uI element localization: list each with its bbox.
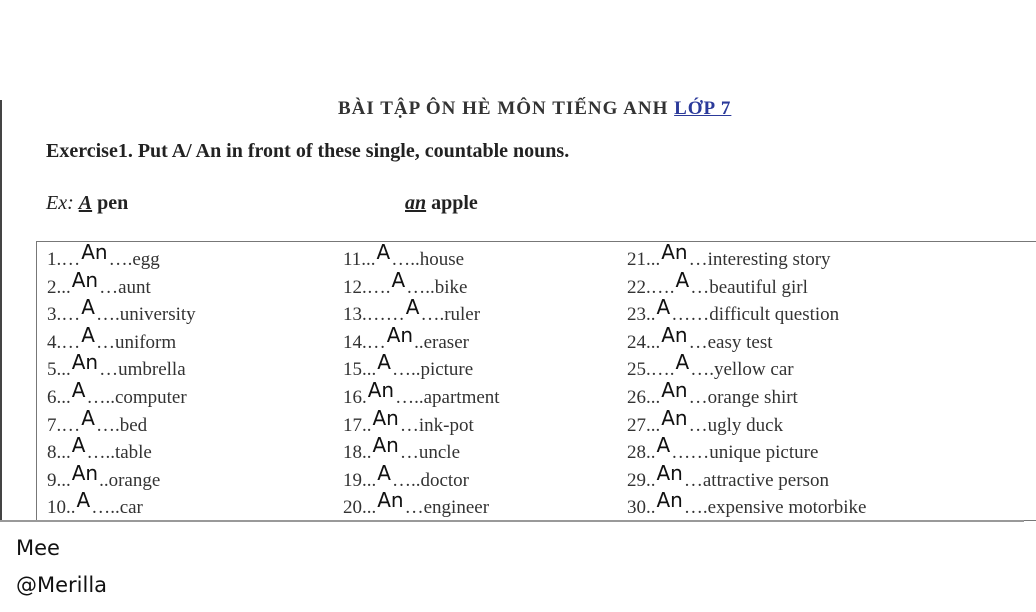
item-number: 30. <box>627 497 651 519</box>
item-answer: A <box>675 350 690 375</box>
item-noun: easy test <box>707 331 773 353</box>
item-noun: aunt <box>118 276 151 298</box>
item-number: 6. <box>47 387 62 408</box>
example-second <box>405 192 478 215</box>
item-answer: A <box>81 405 95 430</box>
exercise-item <box>627 240 831 274</box>
item-answer: An <box>71 350 99 375</box>
item-number: 13. <box>343 304 367 326</box>
item-dots-after: … <box>688 414 708 436</box>
exercise-item <box>627 405 784 440</box>
item-noun: ruler <box>444 304 481 326</box>
item-dots-before: .. <box>61 442 71 464</box>
exercise-item <box>47 322 177 357</box>
example-article-a: A <box>78 192 93 214</box>
exercise-item <box>343 322 469 357</box>
exercise-item <box>343 378 500 412</box>
title-grade: LỚP 7 <box>674 98 732 119</box>
item-number: 14. <box>343 331 367 353</box>
item-answer: A <box>376 240 391 264</box>
item-dots-after: … <box>688 331 708 353</box>
item-number: 8. <box>47 442 62 464</box>
item-dots-before: .. <box>650 331 661 353</box>
item-dots-after: .. <box>414 331 424 353</box>
item-dots-before: …. <box>650 276 675 298</box>
item-noun: difficult question <box>709 304 840 326</box>
item-dots-before: …. <box>650 359 675 381</box>
item-dots-before: . <box>650 304 656 326</box>
item-answer: A <box>76 488 91 513</box>
item-noun: apartment <box>423 387 500 408</box>
item-answer: A <box>656 295 671 320</box>
item-answer: An <box>71 460 99 485</box>
item-dots-before: . <box>366 414 372 436</box>
item-noun: orange shirt <box>707 387 798 408</box>
item-dots-before: .. <box>366 249 376 270</box>
item-answer: An <box>661 378 688 402</box>
item-dots-after: ….. <box>391 469 421 491</box>
item-dots-after: …. <box>95 414 120 436</box>
item-dots-after: … <box>95 331 115 353</box>
item-number: 17. <box>343 414 367 436</box>
item-number: 11. <box>343 249 367 270</box>
item-noun: engineer <box>423 497 490 519</box>
item-noun: uncle <box>418 442 461 464</box>
item-number: 15. <box>343 359 367 381</box>
item-dots-after: ….. <box>86 442 115 464</box>
item-answer: An <box>386 322 414 347</box>
item-dots-after: ….. <box>391 359 421 381</box>
worksheet <box>0 100 1024 522</box>
exercise-item <box>47 488 143 522</box>
item-number: 10. <box>47 497 71 519</box>
item-number: 16. <box>343 387 367 408</box>
item-dots-before: .. <box>61 359 71 381</box>
item-noun: picture <box>420 359 474 381</box>
item-dots-before: .. <box>650 249 661 270</box>
item-answer: An <box>372 433 399 458</box>
exercise-item <box>627 295 840 329</box>
item-dots-before: .. <box>650 387 661 408</box>
item-answer: A <box>675 267 690 292</box>
item-dots-after: …… <box>671 304 710 326</box>
item-answer: A <box>71 433 86 458</box>
exercise-item <box>627 267 808 302</box>
item-noun: computer <box>114 387 187 408</box>
example-first <box>46 192 128 215</box>
item-noun: house <box>419 249 465 270</box>
item-dots-after: …. <box>420 304 445 326</box>
item-dots-before: . <box>366 442 372 464</box>
item-dots-after: … <box>404 497 424 519</box>
item-dots-after: ….. <box>395 387 424 408</box>
item-noun: doctor <box>420 469 469 491</box>
exercise-item <box>47 460 161 495</box>
worksheet-title <box>338 94 732 119</box>
exercise-item <box>343 405 474 440</box>
item-number: 26. <box>627 387 651 408</box>
exercise-item <box>627 350 794 384</box>
item-dots-after: .. <box>99 469 109 491</box>
item-dots-after: ….. <box>86 387 115 408</box>
item-dots-after: … <box>399 414 419 436</box>
item-number: 5. <box>47 359 62 381</box>
example-noun-apple: apple <box>431 192 478 214</box>
exercise-item <box>343 488 490 522</box>
item-dots-before: .. <box>366 359 377 381</box>
item-dots-after: ….. <box>406 276 435 298</box>
item-number: 7. <box>47 414 62 436</box>
item-dots-before: .. <box>650 414 661 436</box>
item-dots-after: …. <box>95 304 120 326</box>
item-number: 27. <box>627 414 651 436</box>
exercise-item <box>343 460 469 495</box>
item-dots-before: .. <box>366 497 377 519</box>
item-dots-before: … <box>61 304 81 326</box>
item-noun: expensive motorbike <box>707 497 867 519</box>
item-answer: An <box>81 240 108 264</box>
exercise-instruction: Exercise1. Put A/ An in front of these single, countable nouns. <box>46 140 570 162</box>
caption-handle: @Merilla <box>16 573 108 597</box>
exercise-item <box>627 322 773 357</box>
item-dots-before: . <box>650 497 656 519</box>
item-dots-before: .. <box>366 469 377 491</box>
item-dots-after: …… <box>671 442 710 464</box>
item-dots-before: . <box>650 442 656 464</box>
item-answer: An <box>661 322 688 347</box>
item-dots-after: …. <box>690 359 714 381</box>
example-noun-pen: pen <box>97 192 129 214</box>
item-answer: A <box>391 267 406 292</box>
item-dots-before: … <box>61 414 81 436</box>
item-noun: unique picture <box>709 442 819 464</box>
item-noun: umbrella <box>118 359 186 381</box>
item-dots-after: … <box>688 387 708 408</box>
item-answer: A <box>656 433 671 458</box>
exercise-item <box>47 405 148 440</box>
example-label: Ex: <box>46 192 74 214</box>
exercise-item <box>47 433 152 467</box>
item-answer: An <box>656 460 683 485</box>
item-dots-before: . <box>650 469 656 491</box>
item-noun: eraser <box>423 331 469 353</box>
left-border <box>0 100 2 522</box>
item-dots-after: …. <box>108 249 133 270</box>
item-noun: egg <box>132 249 160 270</box>
item-noun: bike <box>434 276 468 298</box>
exercise-item <box>343 350 474 384</box>
item-dots-before: … <box>61 249 81 270</box>
item-number: 1. <box>47 249 62 270</box>
item-number: 12. <box>343 276 367 298</box>
item-answer: An <box>372 405 399 430</box>
item-dots-after: … <box>399 442 419 464</box>
item-number: 18. <box>343 442 367 464</box>
item-answer: An <box>71 267 99 292</box>
item-answer: An <box>377 488 404 513</box>
item-noun: orange <box>108 469 161 491</box>
item-dots-after: …. <box>683 497 708 519</box>
caption-name: Mee <box>16 536 60 560</box>
item-noun: uniform <box>114 331 177 353</box>
item-noun: table <box>114 442 152 464</box>
item-number: 19. <box>343 469 367 491</box>
item-number: 21. <box>627 249 651 270</box>
exercise-item <box>47 378 187 412</box>
item-dots-after: ….. <box>391 249 420 270</box>
item-number: 3. <box>47 304 62 326</box>
item-answer: An <box>656 488 683 513</box>
item-noun: ink-pot <box>418 414 474 436</box>
bottom-border <box>0 520 1024 522</box>
item-dots-after: … <box>683 469 703 491</box>
item-number: 23. <box>627 304 651 326</box>
item-dots-before: …… <box>366 304 405 326</box>
item-noun: interesting story <box>707 249 831 270</box>
exercise-item <box>47 295 196 329</box>
example-article-an: an <box>405 192 427 214</box>
item-dots-before: . <box>70 497 76 519</box>
item-answer: A <box>81 295 95 320</box>
item-dots-before: .. <box>61 276 71 298</box>
exercise-item <box>627 433 819 467</box>
item-number: 29. <box>627 469 651 491</box>
item-noun: university <box>119 304 196 326</box>
item-answer: A <box>71 378 86 402</box>
item-answer: A <box>81 322 95 347</box>
item-answer: A <box>377 350 391 375</box>
item-number: 28. <box>627 442 651 464</box>
item-dots-after: … <box>99 276 119 298</box>
title-text: BÀI TẬP ÔN HÈ MÔN TIẾNG ANH <box>338 98 669 119</box>
item-answer: An <box>661 240 688 264</box>
exercise-item <box>47 350 186 384</box>
item-dots-before: .. <box>61 469 71 491</box>
item-dots-after: … <box>690 276 710 298</box>
item-answer: A <box>405 295 420 320</box>
item-number: 4. <box>47 331 62 353</box>
item-answer: An <box>661 405 688 430</box>
item-noun: car <box>119 497 143 519</box>
item-dots-after: ….. <box>91 497 120 519</box>
item-noun: bed <box>119 414 148 436</box>
item-noun: ugly duck <box>707 414 784 436</box>
item-dots-before: …. <box>366 276 391 298</box>
item-dots-before: … <box>366 331 386 353</box>
item-number: 25. <box>627 359 651 381</box>
item-answer: An <box>367 378 395 402</box>
exercise-item <box>627 488 867 522</box>
exercise-item <box>627 378 798 412</box>
item-number: 22. <box>627 276 651 298</box>
item-dots-before: .. <box>61 387 71 408</box>
item-number: 2. <box>47 276 62 298</box>
item-number: 24. <box>627 331 651 353</box>
exercise-item <box>47 240 160 274</box>
item-number: 20. <box>343 497 367 519</box>
exercise-item <box>47 267 151 302</box>
exercise-item <box>343 433 461 467</box>
item-number: 9. <box>47 469 62 491</box>
item-dots-after: … <box>99 359 119 381</box>
item-dots-before: … <box>61 331 81 353</box>
item-noun: yellow car <box>713 359 794 381</box>
item-dots-after: … <box>688 249 708 270</box>
item-answer: A <box>377 460 391 485</box>
answer-grid <box>36 241 1036 521</box>
item-noun: attractive person <box>702 469 829 491</box>
item-noun: beautiful girl <box>709 276 808 298</box>
